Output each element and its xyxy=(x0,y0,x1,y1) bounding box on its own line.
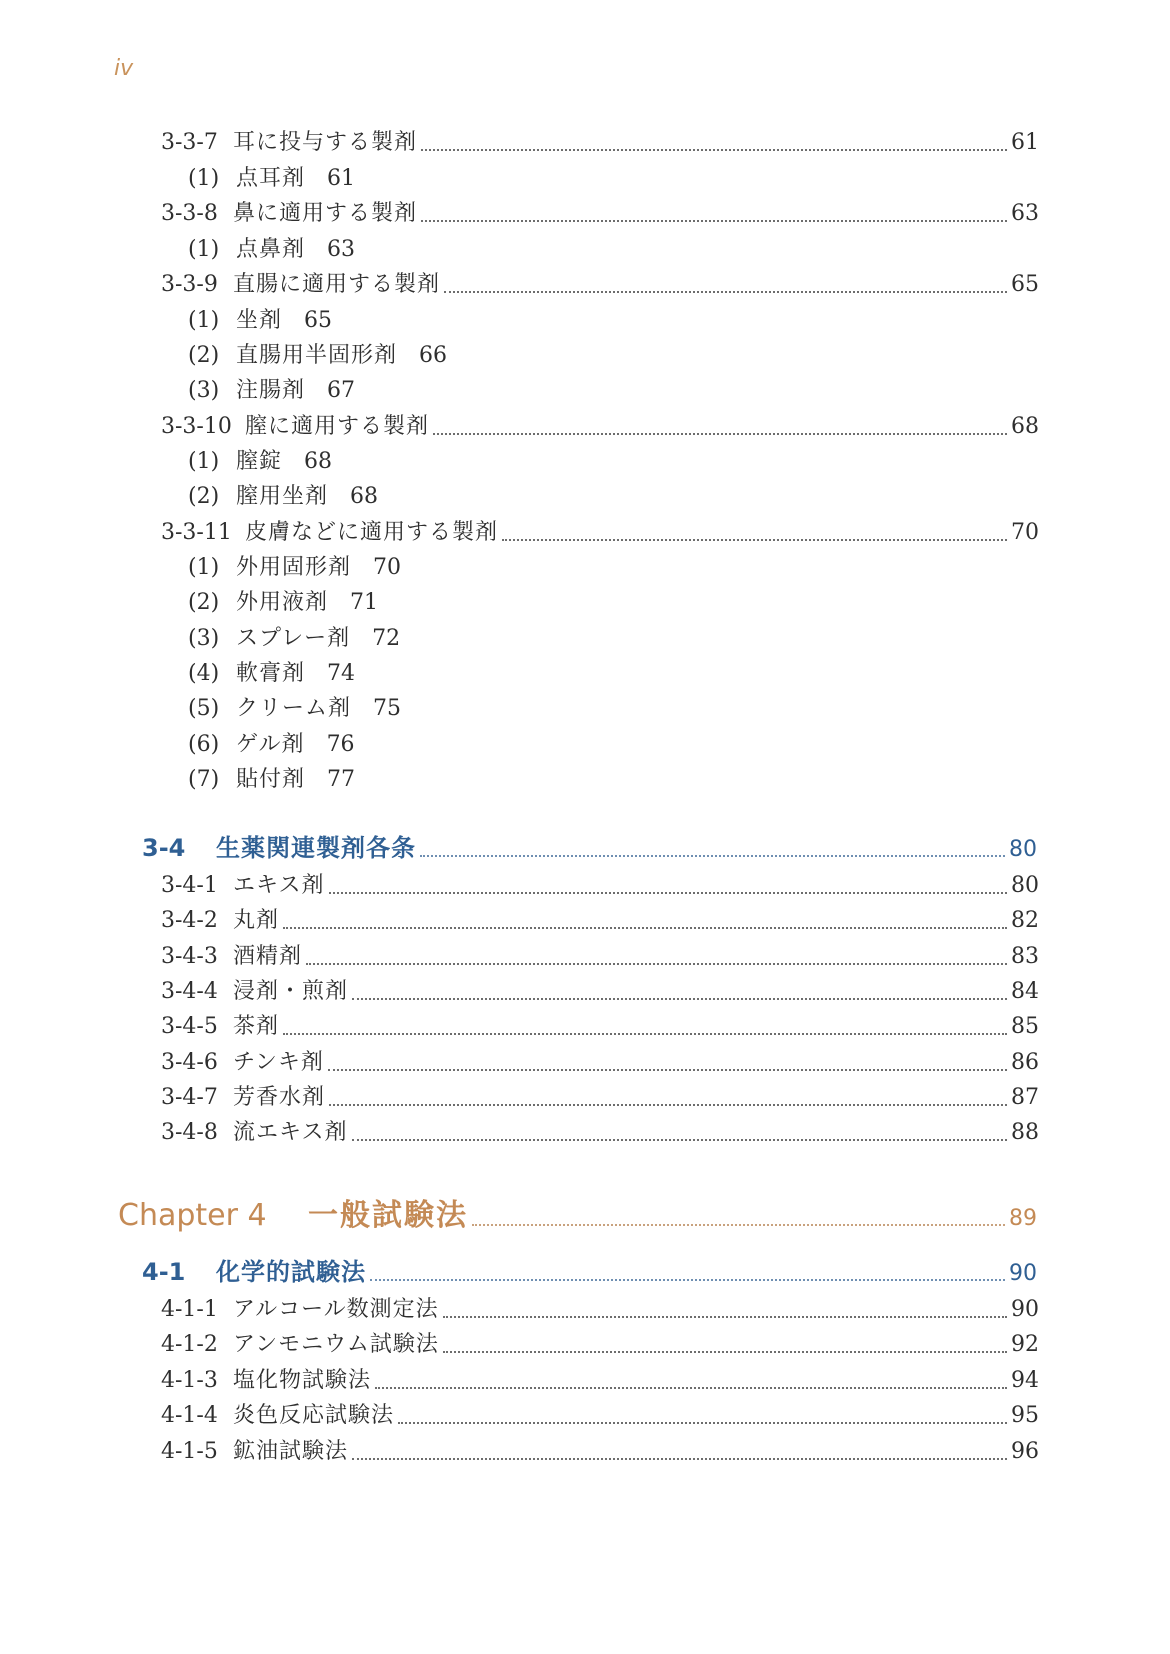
section-page: 80 xyxy=(1009,837,1037,862)
entry-page: 72 xyxy=(372,626,401,651)
entry-number: 4-1-5 xyxy=(161,1439,218,1464)
toc-entry[interactable] xyxy=(161,199,1039,229)
toc-entry[interactable] xyxy=(161,270,1039,300)
entry-page: 77 xyxy=(327,767,356,792)
entry-number: 3-4-5 xyxy=(161,1014,218,1039)
toc-entry[interactable] xyxy=(161,977,1039,1007)
entry-number: 3-3-10 xyxy=(161,414,232,439)
chapter-number: Chapter 4 xyxy=(118,1198,267,1233)
toc-entry[interactable] xyxy=(161,1012,1039,1042)
chapter-title: 一般試験法 xyxy=(308,1198,468,1233)
entry-page: 68 xyxy=(350,484,379,509)
entry-number: 3-4-7 xyxy=(161,1085,218,1110)
entry-number: 4-1-2 xyxy=(161,1332,218,1357)
entry-title: 膣に適用する製剤 xyxy=(245,414,430,439)
toc-entry[interactable] xyxy=(161,1048,1039,1078)
dot-leader xyxy=(472,1222,1005,1226)
entry-page: 68 xyxy=(304,449,333,474)
entry-page: 88 xyxy=(1011,1120,1039,1145)
entry-title: 炎色反応試験法 xyxy=(233,1403,395,1428)
toc-entry[interactable] xyxy=(161,412,1039,442)
entry-page: 84 xyxy=(1011,979,1039,1004)
entry-number: 3-4-6 xyxy=(161,1050,218,1075)
entry-page: 71 xyxy=(350,590,379,615)
entry-number: 3-3-8 xyxy=(161,201,218,226)
toc-entry[interactable] xyxy=(161,1366,1039,1396)
entry-title: 丸剤 xyxy=(233,908,280,933)
toc-section-heading[interactable] xyxy=(142,1257,1037,1289)
entry-page: 92 xyxy=(1011,1332,1039,1357)
entry-number: (3) xyxy=(188,378,220,403)
entry-title: クリーム剤 xyxy=(236,696,352,721)
entry-number: 4-1-1 xyxy=(161,1297,218,1322)
toc-entry[interactable] xyxy=(161,1118,1039,1148)
entry-number: 4-1-4 xyxy=(161,1403,218,1428)
entry-number: (1) xyxy=(188,166,220,191)
toc-entry[interactable] xyxy=(161,906,1039,936)
entry-title: 茶剤 xyxy=(233,1014,280,1039)
entry-title: 直腸に適用する製剤 xyxy=(233,272,441,297)
entry-page: 65 xyxy=(1011,272,1039,297)
entry-page: 74 xyxy=(327,661,356,686)
entry-page: 86 xyxy=(1011,1050,1039,1075)
dot-leader xyxy=(352,996,1007,1000)
toc-entry[interactable] xyxy=(161,128,1039,158)
entry-page: 67 xyxy=(327,378,356,403)
entry-title: 鼻に適用する製剤 xyxy=(233,201,418,226)
entry-title: 流エキス剤 xyxy=(233,1120,348,1145)
entry-page: 63 xyxy=(1011,201,1039,226)
dot-leader xyxy=(421,147,1007,151)
dot-leader xyxy=(420,853,1005,857)
dot-leader xyxy=(283,925,1007,929)
entry-title: 膣用坐剤 xyxy=(236,484,329,509)
entry-page: 66 xyxy=(419,343,448,368)
dot-leader xyxy=(306,961,1007,965)
dot-leader xyxy=(444,289,1007,293)
entry-title: 耳に投与する製剤 xyxy=(233,130,418,155)
entry-page: 70 xyxy=(373,555,402,580)
toc-subentry[interactable] xyxy=(188,730,1039,760)
entry-page: 87 xyxy=(1011,1085,1039,1110)
dot-leader xyxy=(352,1137,1007,1141)
entry-page: 61 xyxy=(327,166,356,191)
entry-title: スプレー剤 xyxy=(236,626,351,651)
entry-title: チンキ剤 xyxy=(233,1050,324,1075)
toc-subentry[interactable] xyxy=(188,588,1039,618)
entry-number: (7) xyxy=(188,767,220,792)
entry-page: 85 xyxy=(1011,1014,1039,1039)
toc-subentry[interactable] xyxy=(188,376,1039,406)
entry-number: 3-4-1 xyxy=(161,873,218,898)
toc-subentry[interactable] xyxy=(188,659,1039,689)
entry-number: 3-4-8 xyxy=(161,1120,218,1145)
toc-entry[interactable] xyxy=(161,1083,1039,1113)
dot-leader xyxy=(443,1349,1007,1353)
toc-chapter-heading[interactable] xyxy=(118,1198,1037,1237)
entry-title: 貼付剤 xyxy=(236,767,306,792)
entry-title: 点鼻剤 xyxy=(236,237,306,262)
entry-number: 3-3-7 xyxy=(161,130,218,155)
section-page: 90 xyxy=(1009,1261,1037,1286)
entry-number: 3-4-4 xyxy=(161,979,218,1004)
toc-subentry[interactable] xyxy=(188,624,1039,654)
toc-subentry[interactable] xyxy=(188,553,1039,583)
entry-title: ゲル剤 xyxy=(236,732,305,757)
entry-number: (1) xyxy=(188,555,220,580)
entry-page: 96 xyxy=(1011,1439,1039,1464)
entry-page: 90 xyxy=(1011,1297,1039,1322)
entry-title: 直腸用半固形剤 xyxy=(236,343,398,368)
entry-number: 3-3-11 xyxy=(161,520,232,545)
toc-entry[interactable] xyxy=(161,942,1039,972)
toc-entry[interactable] xyxy=(161,1330,1039,1360)
section-number: 4-1 xyxy=(142,1258,186,1286)
toc-subentry[interactable] xyxy=(188,341,1039,371)
dot-leader xyxy=(283,1031,1007,1035)
entry-page: 68 xyxy=(1011,414,1039,439)
dot-leader xyxy=(443,1314,1007,1318)
entry-title: 外用液剤 xyxy=(236,590,329,615)
dot-leader xyxy=(375,1385,1007,1389)
entry-title: 軟膏剤 xyxy=(236,661,306,686)
entry-title: 酒精剤 xyxy=(233,944,303,969)
dot-leader xyxy=(433,431,1007,435)
entry-page: 70 xyxy=(1011,520,1039,545)
entry-number: (2) xyxy=(188,484,220,509)
entry-title: 芳香水剤 xyxy=(233,1085,326,1110)
entry-number: (1) xyxy=(188,237,220,262)
entry-number: (1) xyxy=(188,308,220,333)
dot-leader xyxy=(398,1420,1007,1424)
entry-title: 皮膚などに適用する製剤 xyxy=(245,520,499,545)
entry-page: 80 xyxy=(1011,873,1039,898)
entry-number: (3) xyxy=(188,626,220,651)
entry-page: 83 xyxy=(1011,944,1039,969)
entry-title: 塩化物試験法 xyxy=(233,1368,372,1393)
dot-leader xyxy=(352,1456,1007,1460)
dot-leader xyxy=(328,1067,1007,1071)
entry-title: 外用固形剤 xyxy=(236,555,352,580)
entry-page: 76 xyxy=(326,732,355,757)
toc-entry[interactable] xyxy=(161,1401,1039,1431)
entry-page: 95 xyxy=(1011,1403,1039,1428)
toc-subentry[interactable] xyxy=(188,164,1039,194)
section-number: 3-4 xyxy=(142,834,186,862)
entry-page: 82 xyxy=(1011,908,1039,933)
entry-number: (5) xyxy=(188,696,220,721)
entry-page: 94 xyxy=(1011,1368,1039,1393)
entry-number: (6) xyxy=(188,732,220,757)
entry-number: (1) xyxy=(188,449,220,474)
entry-title: 坐剤 xyxy=(236,308,283,333)
dot-leader xyxy=(329,890,1007,894)
toc-subentry[interactable] xyxy=(188,694,1039,724)
entry-number: 3-4-2 xyxy=(161,908,218,933)
chapter-page: 89 xyxy=(1009,1206,1037,1231)
entry-page: 65 xyxy=(304,308,333,333)
toc-entry[interactable] xyxy=(161,1295,1039,1325)
entry-page: 63 xyxy=(327,237,356,262)
entry-title: 注腸剤 xyxy=(236,378,306,403)
entry-title: 膣錠 xyxy=(236,449,283,474)
page-folio: iv xyxy=(114,56,134,81)
entry-title: エキス剤 xyxy=(233,873,325,898)
entry-number: (4) xyxy=(188,661,220,686)
toc-subentry[interactable] xyxy=(188,306,1039,336)
dot-leader xyxy=(502,537,1007,541)
toc-entry[interactable] xyxy=(161,1437,1039,1467)
toc-subentry[interactable] xyxy=(188,447,1039,477)
dot-leader xyxy=(421,218,1007,222)
section-title: 生薬関連製剤各条 xyxy=(216,834,416,862)
entry-page: 75 xyxy=(373,696,402,721)
entry-title: 浸剤・煎剤 xyxy=(233,979,349,1004)
dot-leader xyxy=(329,1102,1007,1106)
entry-number: (2) xyxy=(188,343,220,368)
entry-title: 鉱油試験法 xyxy=(233,1439,349,1464)
toc-subentry[interactable] xyxy=(188,235,1039,265)
entry-number: (2) xyxy=(188,590,220,615)
entry-page: 61 xyxy=(1011,130,1039,155)
toc-subentry[interactable] xyxy=(188,482,1039,512)
entry-number: 4-1-3 xyxy=(161,1368,218,1393)
toc-entry[interactable] xyxy=(161,518,1039,548)
entry-number: 3-4-3 xyxy=(161,944,218,969)
entry-number: 3-3-9 xyxy=(161,272,218,297)
toc-section-heading[interactable] xyxy=(142,833,1037,865)
entry-title: 点耳剤 xyxy=(236,166,306,191)
entry-title: アンモニウム試験法 xyxy=(233,1332,439,1357)
toc-entry[interactable] xyxy=(161,871,1039,901)
section-title: 化学的試験法 xyxy=(216,1258,366,1286)
entry-title: アルコール数測定法 xyxy=(233,1297,439,1322)
dot-leader xyxy=(370,1277,1005,1281)
toc-subentry[interactable] xyxy=(188,765,1039,795)
